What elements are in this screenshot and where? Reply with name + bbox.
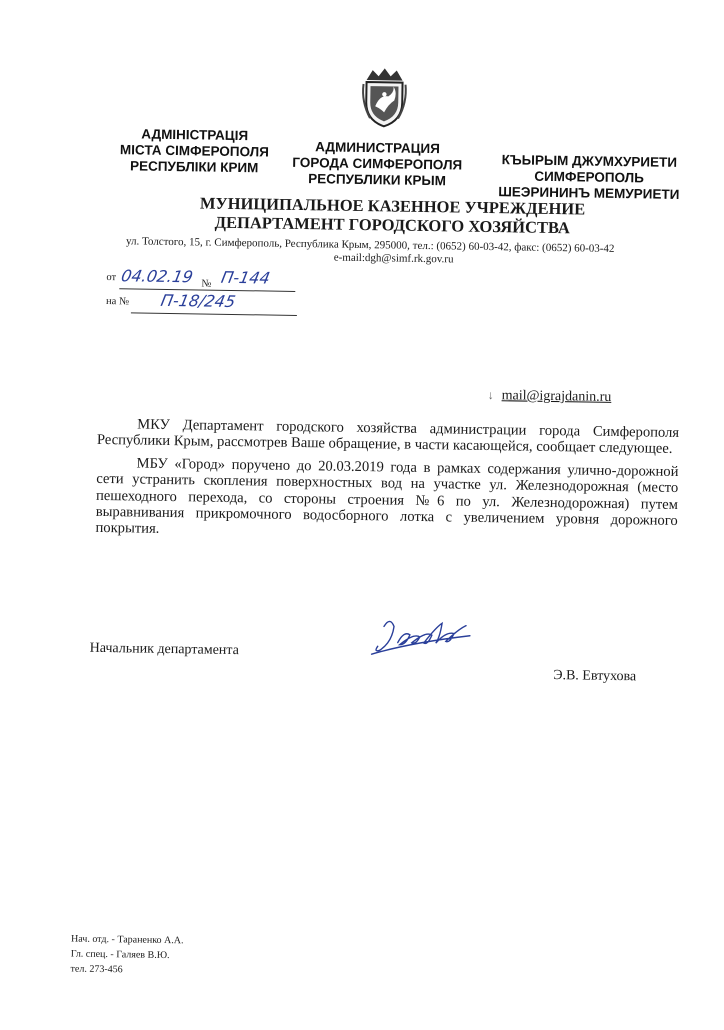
crimea-coat-of-arms-icon [360, 66, 409, 129]
body-paragraph: МБУ «Город» поручено до 20.03.2019 года в рамках содержания улично-дорожной сети устранить скопления поверхностных вод на участке ул. Железнодорожная (место пешеходного перехода, со стороны строения №6 по ул. Железнодорожная) путем выравнивания прикромочного водосборного лотка с увеличением уровня дорожного покрытия. [95, 455, 679, 538]
registration-number-label: № [201, 278, 212, 290]
admin-header-ua-line: МІСТА СІМФЕРОПОЛЯ [119, 142, 270, 160]
executor-info [70, 932, 183, 979]
admin-header-russian [287, 139, 468, 190]
executor-line: Гл. спец. - Галяев В.Ю. [70, 948, 170, 962]
executor-line: тел. 273-456 [70, 963, 123, 976]
admin-header-cr-line: СИМФЕРОПОЛЬ [534, 168, 645, 186]
registration-ref-line [131, 312, 297, 316]
registration-ref-number: П-18/245 [159, 290, 238, 311]
department-title-line: МУНИЦИПАЛЬНОЕ КАЗЕННОЕ УЧРЕЖДЕНИЕ [199, 193, 586, 219]
recipient-block [488, 388, 612, 406]
recipient-email: mail@igrajdanin.ru [501, 388, 612, 405]
signatory-title: Начальник департамента [89, 640, 239, 659]
department-title [172, 193, 613, 238]
admin-header-ua-line: АДМІНІСТРАЦІЯ [141, 126, 249, 144]
letter-body [95, 416, 679, 552]
department-address: ул. Толстого, 15, г. Симферополь, Республика Крым, 295000, тел.: (0652) 60-03-42, факс: (0652) 60-03-42 [125, 235, 615, 255]
admin-header-ru-line: ГОРОДА СИМФЕРОПОЛЯ [292, 154, 463, 173]
admin-header-ukrainian [109, 126, 280, 177]
admin-header-cr-line: ШЕЭРИНИНЪ МЕМУРИЕТИ [498, 184, 680, 202]
admin-header-cr-line: КЪЫРЫМ ДЖУМХУРИЕТИ [501, 152, 678, 170]
admin-header-ru-line: АДМИНИСТРАЦИЯ [315, 139, 441, 157]
registration-number: П-144 [219, 267, 272, 288]
executor-line: Нач. отд. - Тараненко А.А. [70, 933, 184, 947]
admin-header-crimean-tatar [491, 152, 688, 203]
signatory-name: Э.В. Евтухова [553, 668, 637, 685]
admin-header-ua-line: РЕСПУБЛІКИ КРИМ [129, 158, 259, 176]
recipient-arrow-icon: ↓ [487, 387, 494, 403]
registration-ref-label: на № [106, 295, 130, 308]
admin-header-ru-line: РЕСПУБЛИКИ КРЫМ [308, 171, 447, 189]
handwritten-signature [370, 612, 481, 658]
department-title-line: ДЕПАРТАМЕНТ ГОРОДСКОГО ХОЗЯЙСТВА [214, 212, 571, 238]
body-paragraph: МКУ Департамент городского хозяйства администрации города Симферополя Республики Крым, рассмотрев Ваше обращение, в части касающейся, сообщает следующее. [96, 416, 680, 458]
department-email: e-mail:dgh@simf.rk.gov.ru [333, 251, 454, 266]
registration-date: 04.02.19 [119, 266, 195, 287]
registration-from-label: от [106, 271, 117, 284]
